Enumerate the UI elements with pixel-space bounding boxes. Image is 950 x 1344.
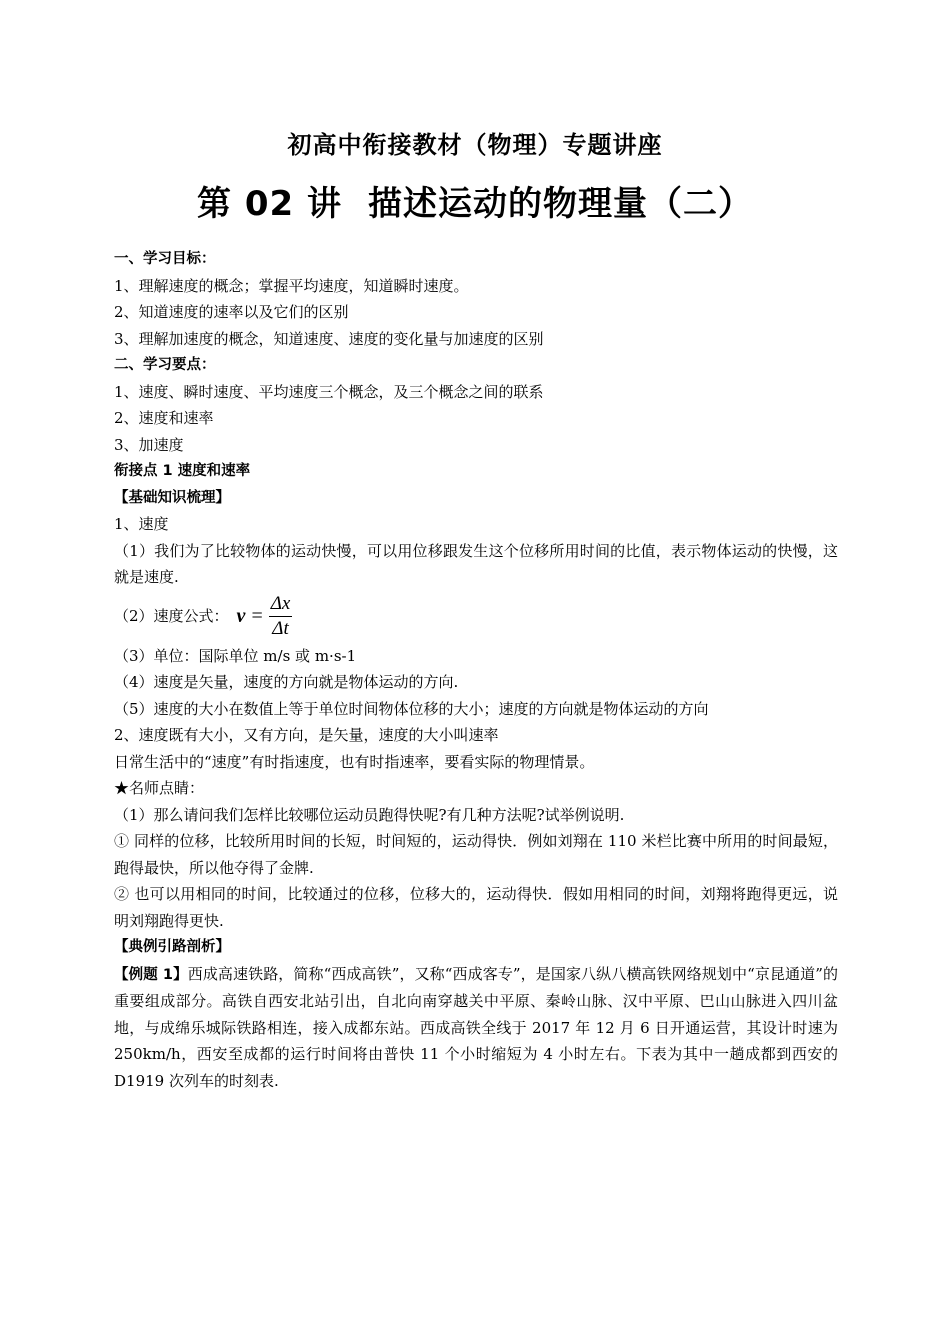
key-point-item: 2、速度和速率 — [114, 409, 214, 427]
formula-denominator: Δt — [272, 618, 289, 639]
teacher-tip-heading: ★名师点睛： — [114, 779, 205, 797]
example-paragraph — [114, 961, 838, 1095]
formula-numerator: Δx — [269, 593, 293, 617]
series-title: 初高中衔接教材（物理）专题讲座 — [287, 131, 663, 159]
lecture-title: 描述运动的物理量（二） — [368, 184, 753, 224]
tip-question: （1）那么请问我们怎样比较哪位运动员跑得快呢?有几种方法呢?试举例说明. — [114, 805, 625, 824]
vector-line: （4）速度是矢量，速度的方向就是物体运动的方向. — [114, 673, 459, 691]
velocity-formula-fraction — [269, 593, 293, 640]
example-text: 西成高速铁路，简称“西成高铁”，又称“西成客专”，是国家八纵八横高铁网络规划中“京昆通道”的重要组成部分。高铁自西安北站引出，自北向南穿越关中平原、秦岭山脉、汉中平原、巴山山脉进入四川盆地，与成绵乐城际铁路相连，接入成都东站。西成高铁全线于 2017 年 12 月 6 日开通运营，其设计时速为 250km/h，西安至成都的运行时间将由普快 11 个小时缩短为 4 小时左右。下表为其中一趟成都到西安的 D1919 次列车的时刻表. — [114, 964, 839, 1090]
tip-answer-2: ② 也可以用相同的时间，比较通过的位移，位移大的，运动得快．假如用相同的时间，刘翔将跑得更远，说明刘翔跑得更快. — [114, 885, 838, 930]
speed-heading: 1、速度 — [114, 515, 169, 533]
document-body — [114, 246, 838, 1094]
lecture-number: 第 02 讲 — [197, 184, 342, 224]
formula-label: （2）速度公式： — [114, 607, 229, 626]
speed-definition: （1）我们为了比较物体的运动快慢，可以用位移跟发生这个位移所用时间的比值，表示物体运动的快慢，这就是速度. — [114, 541, 838, 586]
section-heading: 衔接点 1 速度和速率 — [114, 463, 251, 479]
formula-lhs: v — [236, 605, 246, 628]
objectives-heading: 一、学习目标： — [114, 251, 216, 267]
example-label: 【例题 1】 — [114, 966, 188, 983]
magnitude-line: （5）速度的大小在数值上等于单位时间物体位移的大小；速度的方向就是物体运动的方向 — [114, 699, 709, 718]
key-points-heading: 二、学习要点： — [114, 357, 216, 373]
objective-item: 2、知道速度的速率以及它们的区别 — [114, 303, 349, 321]
lecture-title-line — [0, 180, 950, 228]
objective-item: 1、理解速度的概念；掌握平均速度，知道瞬时速度。 — [114, 276, 469, 295]
daily-life-line: 日常生活中的“速度”有时指速度，也有时指速率，要看实际的物理情景。 — [114, 752, 595, 771]
tip-answer-1: ① 同样的位移，比较所用时间的长短，时间短的，运动得快．例如刘翔在 110 米栏比赛中所用的时间最短，跑得最快，所以他夺得了金牌. — [114, 832, 838, 877]
formula-line — [114, 591, 838, 643]
example-heading: 【典例引路剖析】 — [114, 939, 230, 955]
basics-heading: 【基础知识梳理】 — [114, 489, 230, 506]
key-point-item: 1、速度、瞬时速度、平均速度三个概念，及三个概念之间的联系 — [114, 382, 544, 401]
unit-line: （3）单位：国际单位 m/s 或 m·s-1 — [114, 646, 357, 665]
key-point-item: 3、加速度 — [114, 435, 184, 454]
objective-item: 3、理解加速度的概念，知道速度、速度的变化量与加速度的区别 — [114, 329, 544, 348]
formula-equals: = — [251, 605, 263, 628]
speed-rate-line: 2、速度既有大小，又有方向，是矢量，速度的大小叫速率 — [114, 726, 499, 744]
